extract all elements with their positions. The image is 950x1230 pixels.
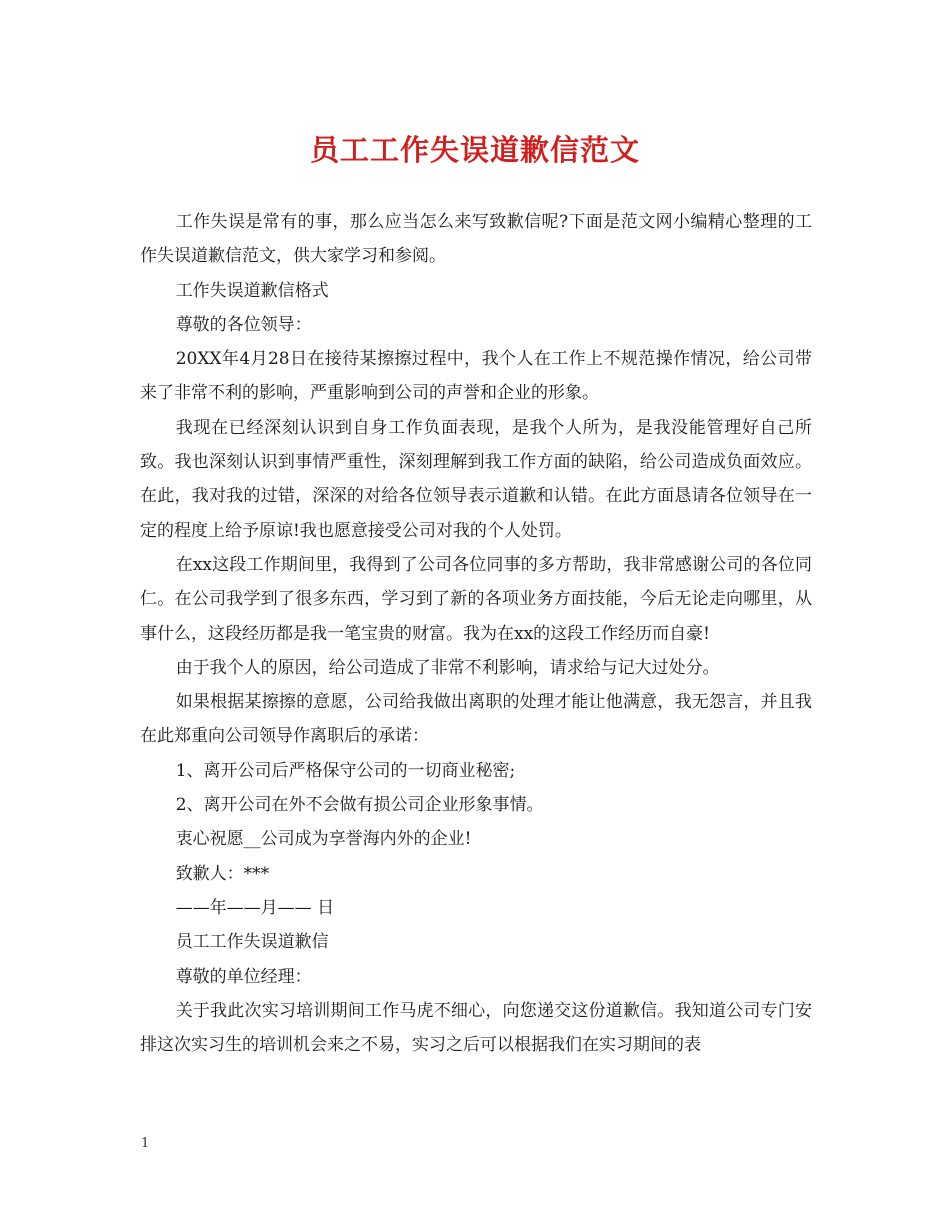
page-number: 1 [141,1136,150,1151]
body-paragraph: 在xx这段工作期间里，我得到了公司各位同事的多方帮助，我非常感谢公司的各位同仁。在公司我学到了很多东西，学习到了新的各项业务方面技能，今后无论走向哪里，从事什么，这段经历都是我一笔宝贵的财富。我为在xx的这段工作经历而自豪! [140,554,812,644]
closing-wish: 衷心祝愿__公司成为享誉海内外的企业! [175,829,472,850]
intro-paragraph: 工作失误是常有的事，那么应当怎么来写致歉信呢?下面是范文网小编精心整理的工作失误道歉信范文，供大家学习和参阅。 [140,212,812,267]
date-line: ——年——月—— 日 [175,897,335,918]
body-paragraph: 20XX年4月28日在接待某擦擦过程中，我个人在工作上不规范操作情况，给公司带来了非常不利的影响，严重影响到公司的声誉和企业的形象。 [140,349,812,404]
promise-item: 2、离开公司在外不会做有损公司企业形象事情。 [175,795,544,816]
document-title: 员工工作失误道歉信范文 [309,133,640,167]
body-paragraph: 关于我此次实习培训期间工作马虎不细心，向您递交这份道歉信。我知道公司专门安排这次实习生的培训机会来之不易，实习之后可以根据我们在实习期间的表 [140,1000,812,1056]
salutation: 尊敬的各位领导： [175,314,312,335]
section-heading-letter: 员工工作失误道歉信 [175,932,329,953]
signature: 致歉人：*** [175,863,270,884]
section-heading-format: 工作失误道歉信格式 [175,280,329,301]
document-body [140,205,812,1062]
body-paragraph: 由于我个人的原因，给公司造成了非常不利影响，请求给与记大过处分。 [175,657,720,678]
body-paragraph: 我现在已经深刻认识到自身工作负面表现，是我个人所为，是我没能管理好自己所致。我也深刻认识到事情严重性，深刻理解到我工作方面的缺陷，给公司造成负面效应。在此，我对我的过错，深深的对给各位领导表示道歉和认错。在此方面恳请各位领导在一定的程度上给予原谅!我也愿意接受公司对我的个人处罚。 [140,417,812,541]
body-paragraph: 如果根据某擦擦的意愿，公司给我做出离职的处理才能让他满意，我无怨言，并且我在此郑重向公司领导作离职后的承诺： [140,692,812,747]
promise-item: 1、离开公司后严格保守公司的一切商业秘密; [175,760,516,781]
salutation: 尊敬的单位经理： [175,966,312,987]
